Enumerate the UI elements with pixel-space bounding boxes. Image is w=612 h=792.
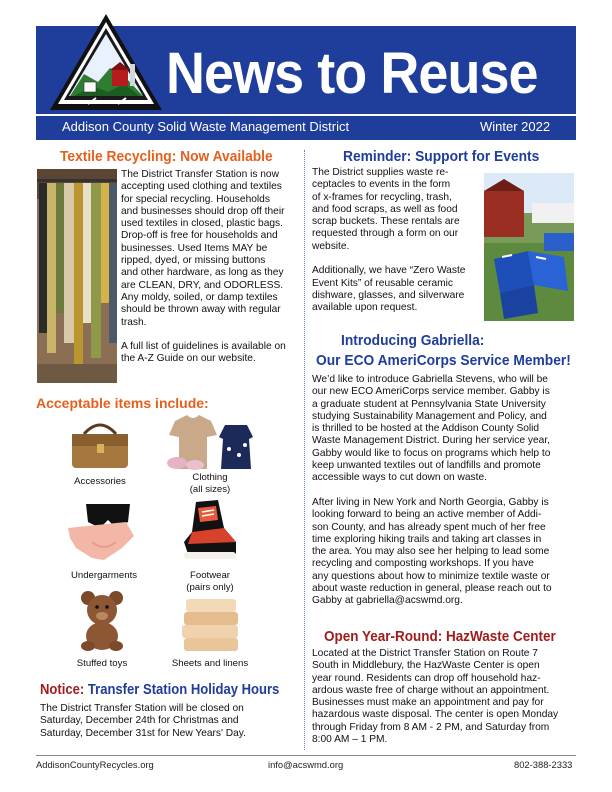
text-line: son County, and has already spent much of her free [312, 521, 546, 533]
notice-body [40, 703, 302, 740]
item-label-line: (pairs only) [186, 582, 234, 593]
text-line: Businesses must make an appointment and pay for [312, 697, 544, 709]
item-label-line: Footwear [190, 570, 230, 581]
text-line: The District Transfer Station will be closed on [40, 703, 244, 714]
item-label: Accessories [74, 476, 126, 487]
sneaker-icon [178, 498, 240, 564]
text-line: time exploring hiking trails and taking art classes in [312, 533, 542, 545]
text-line: website. [312, 240, 350, 252]
text-line: Saturday, December 24th for Christmas and [40, 715, 239, 727]
text-line: Gabby at gabriella@acswmd.org. [312, 595, 463, 607]
clothing-icon [165, 413, 255, 471]
text-line: the area. You may also see her helping to lead some [312, 546, 550, 558]
text-line: Located at the District Transfer Station on Route 7 [312, 648, 538, 659]
text-line: available upon request. [312, 302, 418, 314]
events-heading: Reminder: Support for Events [343, 148, 540, 165]
text-line: used textiles in closed, plastic bags. [121, 218, 283, 230]
text-line: ardous waste free of charge without an appointment. [312, 684, 550, 696]
folded-linens-icon [178, 594, 242, 652]
gabriella-heading: Introducing Gabriella: [341, 332, 485, 349]
text-line: any questions about how to minimize textile waste or [312, 570, 550, 582]
text-line: and businesses should drop off their [121, 205, 285, 217]
text-line: and other hardware, as long as they [121, 267, 284, 279]
item-label: Sheets and linens [171, 658, 249, 669]
text-line: Gabby would like to focus on programs which help to [312, 447, 551, 459]
notice-heading-label: Notice: [40, 682, 85, 698]
text-line: should be thrown away with regular [121, 304, 281, 316]
text-line: and food scraps, as well as food [312, 203, 458, 215]
text-line: through Friday from 8 AM - 2 PM, and Saturday from [312, 721, 550, 733]
footer-rule [36, 755, 576, 756]
hazwaste-body [312, 648, 574, 746]
text-line: 8:00 AM – 1 PM. [312, 734, 388, 746]
text-line: Waste Management District. During her service year, [312, 435, 550, 447]
text-line: recycling and composting workshops. If you have [312, 558, 534, 570]
text-line: trash. [121, 316, 147, 328]
textile-body [121, 169, 303, 366]
events-body [312, 167, 482, 315]
text-line: a graduate student at Pennsylvania State University [312, 398, 546, 410]
text-line: requested through a form on our [312, 228, 459, 240]
event-receptacles-photo [484, 173, 574, 321]
hazwaste-heading: Open Year-Round: HazWaste Center [324, 628, 556, 645]
gabriella-subheading: Our ECO AmeriCorps Service Member! [316, 352, 571, 369]
clothing-rack-photo [37, 169, 117, 383]
teddy-bear-icon [76, 590, 128, 652]
text-line: scrap buckets. These rentals are [312, 216, 460, 228]
item-label-line: Clothing [192, 472, 228, 483]
text-line: studying Sustainability Management and Policy, and [312, 410, 547, 422]
text-line: looking forward to being an active member of Addi- [312, 509, 542, 521]
text-line: Saturday, December 31st for New Years' Day. [40, 727, 246, 739]
item-label [166, 472, 254, 496]
text-line: year round. Residents can drop off household haz- [312, 672, 541, 684]
text-line: our new ECO AmeriCorps service member. Gabby is [312, 386, 550, 398]
text-line: the A-Z Guide on our website. [121, 353, 256, 365]
district-name: Addison County Solid Waste Management District [62, 119, 350, 134]
text-line: We’d like to introduce Gabriella Stevens, who will be [312, 374, 548, 385]
item-label-line: (all sizes) [189, 484, 231, 495]
text-line: for special recycling. Households [121, 193, 270, 205]
gabriella-body [312, 374, 574, 608]
notice-heading-title: Transfer Station Holiday Hours [87, 682, 280, 698]
text-line: Any moldy, soiled, or damp textiles [121, 291, 278, 303]
footer-email-link[interactable]: info@acswmd.org [268, 759, 344, 770]
acceptable-heading: Acceptable items include: [36, 395, 209, 411]
text-line: keep unwanted textiles out of landfills and promote [312, 460, 541, 472]
text-line: of x-frames for recycling, trash, [312, 191, 452, 203]
text-line: businesses. Used Items MAY be [121, 242, 268, 254]
text-line: ceptacles to events in the form [312, 179, 451, 191]
text-line: A full list of guidelines is available on [121, 341, 286, 353]
text-line: Event Kits” of reusable ceramic [312, 277, 453, 289]
textile-heading: Textile Recycling: Now Available [60, 148, 273, 165]
masthead-title: News to Reuse [166, 41, 538, 106]
text-line: dishware, glasses, and silverware [312, 289, 465, 301]
footer-website-link[interactable]: AddisonCountyRecycles.org [36, 759, 154, 770]
handbag-icon [62, 420, 138, 470]
text-line: The District Transfer Station is now [121, 169, 279, 180]
district-logo-icon [48, 12, 164, 112]
item-label: Stuffed toys [76, 658, 128, 669]
undergarments-icon [64, 502, 146, 564]
issue-date: Winter 2022 [480, 119, 551, 134]
text-line: accessible ways to cut down on waste. [312, 472, 487, 484]
text-line: about waste reduction in general, please reach out to [312, 583, 552, 595]
item-label: Undergarments [70, 570, 138, 581]
text-line: accepting used clothing and textiles [121, 181, 282, 193]
text-line: is thrilled to be hosted at the Addison County Solid [312, 423, 540, 435]
footer-phone: 802-388-2333 [514, 759, 573, 770]
text-line: hazardous waste disposal. The center is open Monday [312, 709, 559, 721]
text-line: Drop-off is free for households and [121, 230, 278, 242]
item-label [166, 570, 254, 594]
notice-heading [40, 682, 279, 698]
text-line: South in Middlebury, the HazWaste Center is open [312, 660, 540, 672]
text-line: are CLEAN, DRY, and ODORLESS. [121, 279, 284, 291]
text-line: ripped, dyed, or missing buttons [121, 255, 266, 267]
text-line: Additionally, we have “Zero Waste [312, 265, 466, 277]
text-line: The District supplies waste re- [312, 167, 449, 178]
column-divider [304, 150, 305, 750]
text-line: After living in New York and North Georgia, Gabby is [312, 496, 549, 508]
